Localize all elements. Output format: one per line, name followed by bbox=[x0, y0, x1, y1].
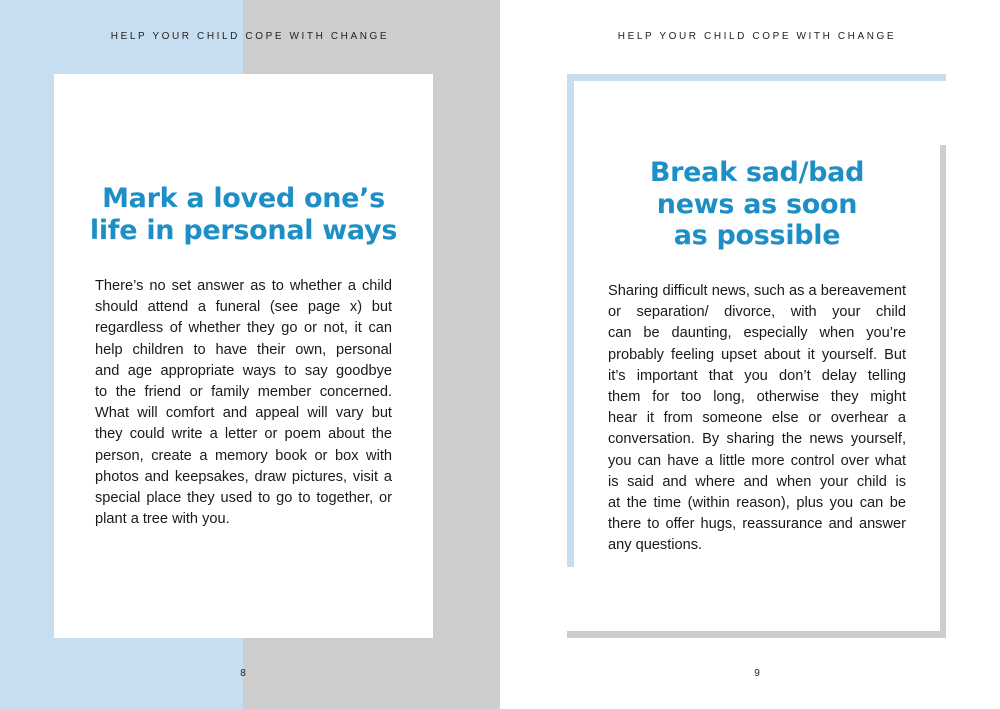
body-line: conversation. By sharing the news yourself, bbox=[608, 431, 906, 448]
section-title bbox=[608, 157, 906, 252]
body-line: them for too long, otherwise they might bbox=[608, 389, 906, 406]
body-line: it’s important that you don’t delay telling bbox=[608, 367, 906, 384]
title-line: news as soon bbox=[656, 188, 858, 220]
title-line: life in personal ways bbox=[89, 214, 398, 246]
title-line: Mark a loved one’s bbox=[102, 183, 385, 214]
body-line: Sharing difficult news, such as a bereavement bbox=[608, 283, 906, 299]
body-line: they could write a letter or poem about the bbox=[95, 426, 392, 443]
body-line: special place they used to go to together, or bbox=[95, 490, 392, 507]
body-line: is said and where and when your child is bbox=[608, 473, 906, 490]
title-line: Break sad/bad bbox=[649, 157, 865, 188]
section-title bbox=[54, 183, 433, 246]
frame-border-bottom bbox=[567, 631, 946, 638]
body-line: regardless of whether they go or not, it can bbox=[95, 320, 392, 337]
body-line: and age appropriate ways to say goodbye bbox=[95, 362, 392, 379]
body-line: What will comfort and appeal will vary but bbox=[95, 405, 392, 422]
frame-border-right bbox=[940, 145, 946, 638]
body-line: or separation/ divorce, with your child bbox=[608, 304, 906, 321]
body-line: at the time (within reason), plus you can be bbox=[608, 495, 906, 512]
right-page bbox=[500, 0, 1000, 709]
body-line: There’s no set answer as to whether a child bbox=[95, 278, 392, 294]
page-number: 8 bbox=[240, 668, 246, 679]
running-head: HELP YOUR CHILD COPE WITH CHANGE bbox=[617, 31, 897, 42]
frame-border-top bbox=[567, 74, 946, 81]
body-line: plant a tree with you. bbox=[95, 511, 230, 528]
body-line: help children to have their own, personal bbox=[95, 341, 392, 358]
frame-border-left bbox=[567, 74, 574, 567]
body-paragraph bbox=[95, 276, 392, 530]
body-line: there to offer hugs, reassurance and answer bbox=[608, 516, 906, 533]
body-line: you can have a little more control over what bbox=[608, 452, 906, 469]
body-paragraph bbox=[608, 281, 906, 557]
body-line: should attend a funeral (see page x) but bbox=[95, 299, 392, 316]
body-line: photos and keepsakes, draw pictures, visit a bbox=[95, 468, 392, 485]
body-line: to the friend or family member concerned. bbox=[95, 384, 392, 401]
text-card bbox=[54, 74, 433, 638]
title-line: as possible bbox=[673, 220, 841, 251]
body-line: can be daunting, especially when you’re bbox=[608, 325, 906, 342]
running-head: HELP YOUR CHILD COPE WITH CHANGE bbox=[110, 31, 390, 42]
body-line: any questions. bbox=[608, 537, 703, 554]
body-line: hear it from someone else or overhear a bbox=[608, 410, 906, 427]
body-line: probably feeling upset about it yourself. But bbox=[608, 346, 906, 363]
body-line: person, create a memory book or box with bbox=[95, 447, 392, 464]
page-number: 9 bbox=[754, 668, 760, 679]
